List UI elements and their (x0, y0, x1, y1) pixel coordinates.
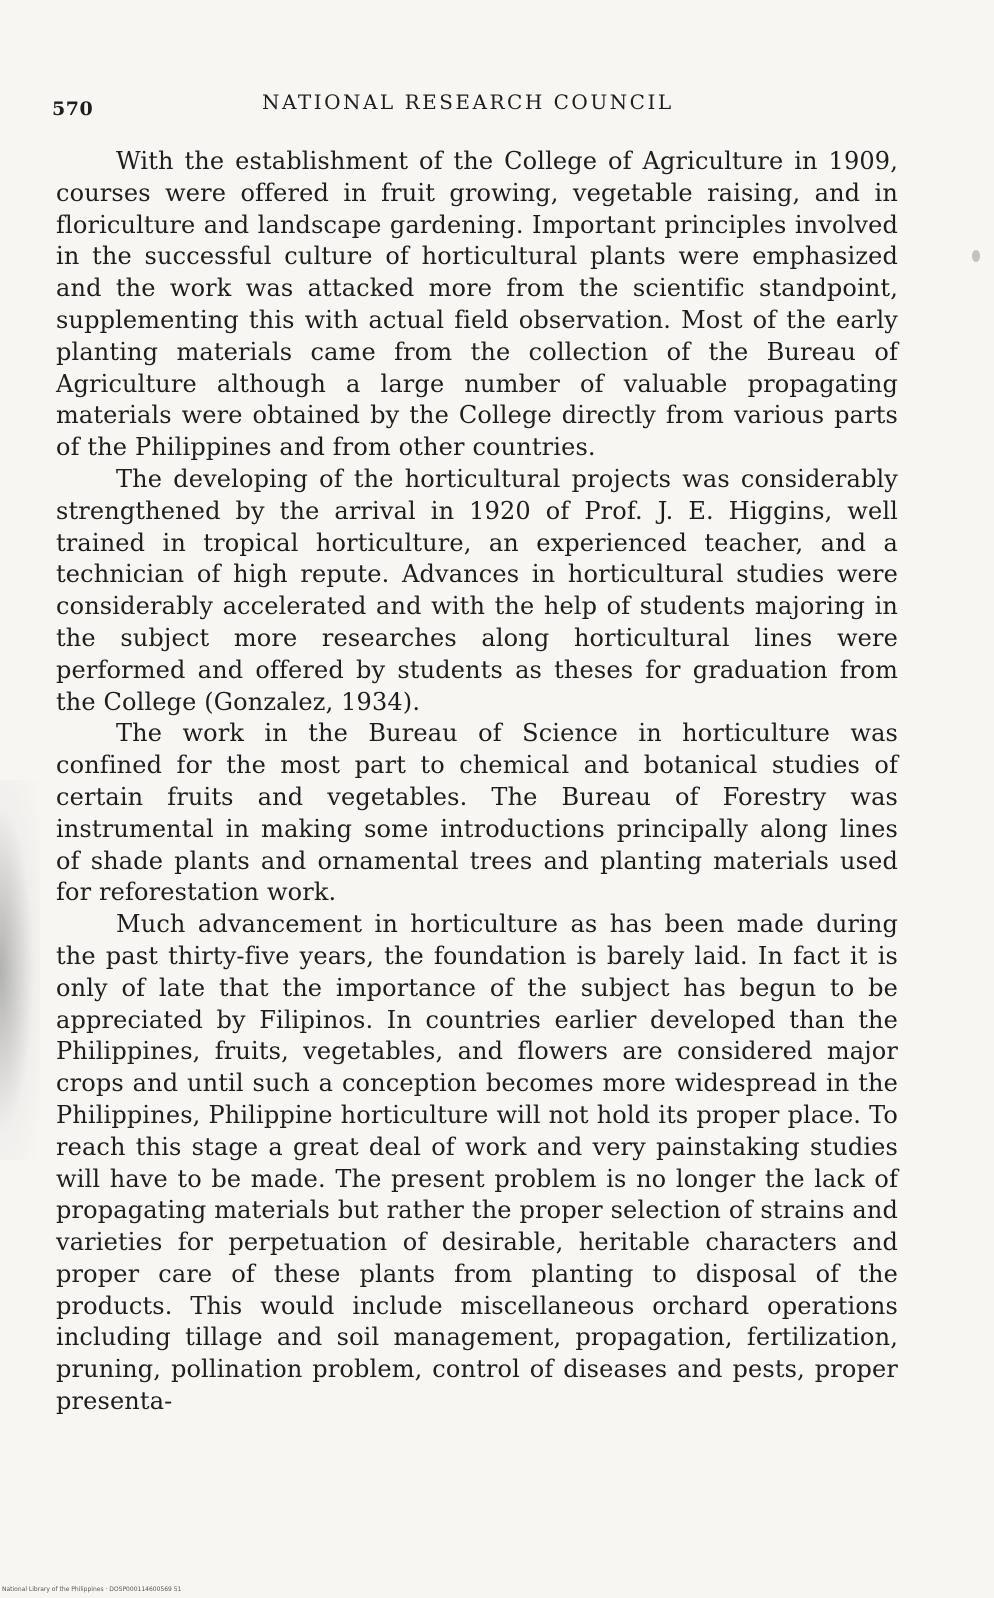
scan-speck (972, 250, 980, 262)
page-number: 570 (52, 98, 94, 120)
paragraph-bureau-of-science: The work in the Bureau of Science in horticulture was confined for the most part to chemical and botanical studies of certain fruits and vegetables. The Bureau of Forestry was instrumental in making some introductions principally along lines of shade plants and ornamental trees and planting materials used for reforestation work. (56, 719, 898, 907)
page-header (0, 86, 994, 126)
running-head: NATIONAL RESEARCH COUNCIL (262, 90, 674, 114)
paragraph-college-of-agriculture: With the establishment of the College of Agriculture in 1909, courses were offered in fruit growing, vegetable raising, and in floriculture and landscape gardening. Important principles involved in the successful culture of horticultural plants were emphasized and the work was attacked more from the scientific standpoint, supplementing this with actual field observation. Most of the early planting materials came from the collection of the Bureau of Agriculture although a large number of valuable propagating materials were obtained by the College directly from various parts of the Philippines and from other countries. (56, 147, 898, 462)
scan-shadow (0, 780, 40, 1160)
paragraph-horticultural-projects: The developing of the horticultural projects was considerably strengthened by the arrival in 1920 of Prof. J. E. Higgins, well trained in tropical horticulture, an experienced teacher, and a technician of high repute. Advances in horticultural studies were considerably accelerated and with the help of students majoring in the subject more researches along horticultural lines were performed and offered by students as theses for graduation from the College (Gonzalez, 1934). (56, 464, 898, 716)
paragraph-advancement: Much advancement in horticulture as has been made during the past thirty-five years, the foundation is barely laid. In fact it is only of late that the importance of the subject has begun to be appreciated by Filipinos. In countries earlier developed than the Philippines, fruits, vegetables, and flowers are considered major crops and until such a conception becomes more widespread in the Philippines, Philippine horticulture will not hold its proper place. To reach this stage a great deal of work and very painstaking studies will have to be made. The present problem is no longer the lack of propagating materials but rather the proper selection of strains and varieties for perpetuation of desirable, heritable characters and proper care of these plants from planting to disposal of the products. This would include miscellaneous orchard operations including tillage and soil management, propagation, fertilization, pruning, pollination problem, control of diseases and pests, proper presenta- (56, 910, 898, 1416)
body-text (56, 146, 898, 1418)
scan-source-line: National Library of the Philippines · DOSP000114600569 51 (2, 1586, 182, 1593)
